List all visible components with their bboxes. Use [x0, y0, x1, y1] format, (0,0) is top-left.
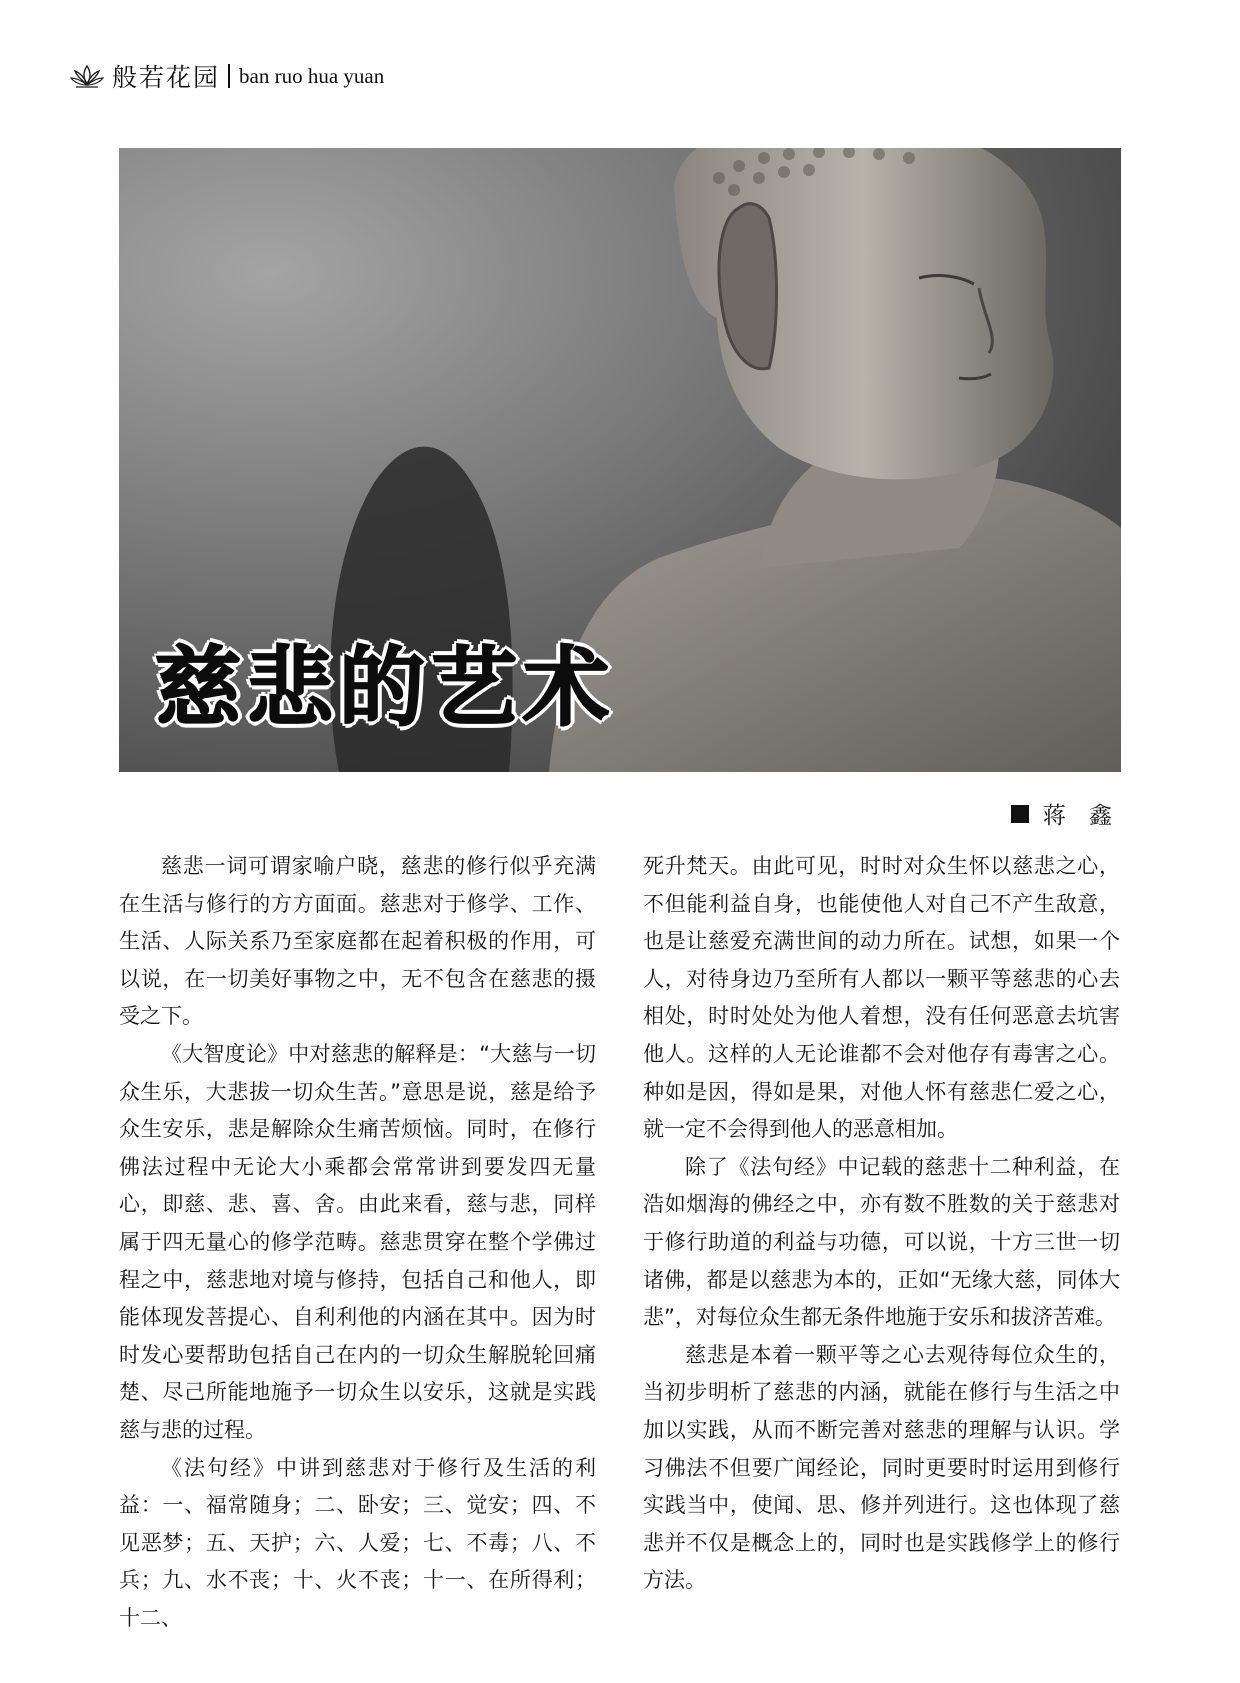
paragraph: 《大智度论》中对慈悲的解释是：“大慈与一切众生乐，大悲拔一切众生苦。”意思是说，慈是给予众生安乐，悲是解除众生痛苦烦恼。同时，在修行佛法过程中无论大小乘都会常常讲到要发四无量心，即慈、悲、喜、舍。由此来看，慈与悲，同样属于四无量心的修学范畴。慈悲贯穿在整个学佛过程之中，慈悲地对境与修持，包括自己和他人，即能体现发菩提心、自利利他的内涵在其中。因为时时发心要帮助包括自己在内的一切众生解脱轮回痛楚、尽己所能地施予一切众生以安乐，这就是实践慈与悲的过程。 — [119, 1041, 596, 1442]
paragraph: 慈悲是本着一颗平等之心去观待每位众生的，当初步明析了慈悲的内涵，就能在修行与生活之中加以实践，从而不断完善对慈悲的理解与认识。学习佛法不但要广闻经论，同时更要时时运用到修行实践当中，使闻、思、修并列进行。这也体现了慈悲并不仅是概念上的，同时也是实践修学上的修行方法。 — [643, 1342, 1120, 1593]
paragraph: 《法句经》中讲到慈悲对于修行及生活的利益：一、福常随身；二、卧安；三、觉安；四、不见恶梦；五、天护；六、人爱；七、不毒；八、不兵；九、水不丧；十、火不丧；十一、在所得利；十二、 — [119, 1455, 596, 1630]
paragraph: 慈悲一词可谓家喻户晓，慈悲的修行似乎充满在生活与修行的方方面面。慈悲对于修学、工作、生活、人际关系乃至家庭都在起着积极的作用，可以说，在一切美好事物之中，无不包含在慈悲的摄受之下。 — [119, 854, 596, 1029]
header-divider — [228, 64, 230, 88]
article-title: 慈悲的艺术 — [155, 638, 615, 738]
paragraph: 死升梵天。由此可见，时时对众生怀以慈悲之心，不但能利益自身，也能使他人对自己不产生敌意，也是让慈爱充满世间的动力所在。试想，如果一个人，对待身边乃至所有人都以一颗平等慈悲的心去相处，时时处处为他人着想，没有任何恶意去坑害他人。这样的人无论谁都不会对他存有毒害之心。种如是因，得如是果，对他人怀有慈悲仁爱之心，就一定不会得到他人的恶意相加。 — [643, 854, 1120, 1142]
magazine-name-en: ban ruo hua yuan — [239, 63, 385, 88]
page-header — [70, 56, 384, 96]
square-bullet-icon — [1011, 805, 1029, 823]
text-column-right — [643, 848, 1120, 1600]
text-column-left — [119, 848, 596, 1637]
hero-photo — [119, 148, 1121, 772]
magazine-name-cn: 般若花园 — [112, 63, 221, 92]
author-name: 蒋 鑫 — [1042, 803, 1120, 829]
lotus-icon — [70, 64, 104, 88]
author-byline — [1011, 797, 1120, 830]
paragraph: 除了《法句经》中记载的慈悲十二种利益，在浩如烟海的佛经之中，亦有数不胜数的关于慈悲对于修行助道的利益与功德，可以说，十方三世一切诸佛，都是以慈悲为本的，正如“无缘大慈，同体大悲”，对每位众生都无条件地施于安乐和拔济苦难。 — [643, 1154, 1120, 1330]
